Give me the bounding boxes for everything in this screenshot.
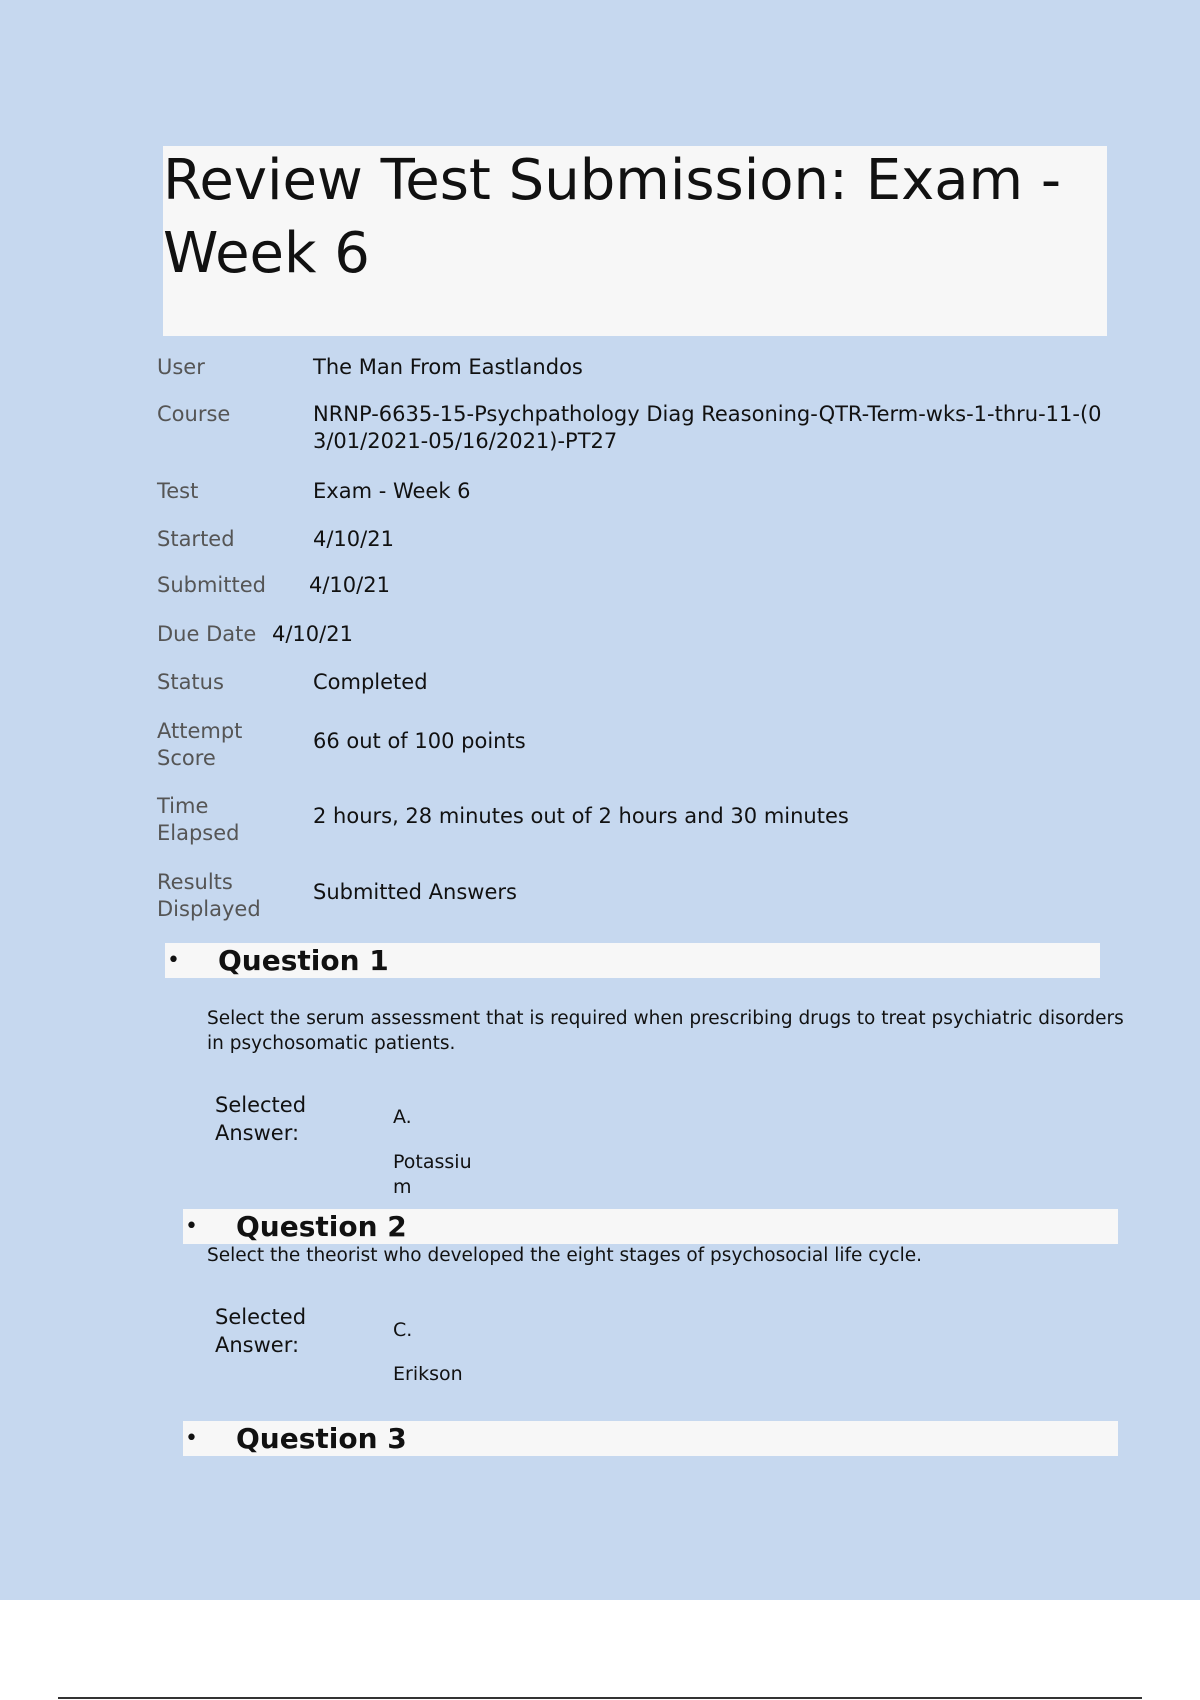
question-2-title: Question 2 [236,1210,407,1243]
question-1-title: Question 1 [218,944,389,977]
page-title: Review Test Submission: Exam - Week 6 [163,148,1062,286]
selected-answer-label: Selected Answer: [215,1305,307,1357]
selected-answer-value: Potassium [393,1151,472,1198]
status-label: Status [157,670,224,694]
user-value: The Man From Eastlandos [313,355,583,379]
test-label: Test [157,479,199,503]
started-value: 4/10/21 [313,527,394,551]
submitted-label: Submitted [157,573,266,597]
attempt-score-label: Attempt Score [157,719,243,770]
user-label: User [157,355,205,379]
question-3-title: Question 3 [236,1422,407,1455]
bullet: • [185,1426,198,1451]
course-label: Course [157,402,231,426]
status-value: Completed [313,670,428,694]
selected-answer-label: Selected Answer: [215,1093,307,1145]
due-date-label: Due Date [157,622,257,646]
footer-divider [58,1697,1142,1699]
answer-letter: A. [393,1106,412,1128]
started-label: Started [157,527,235,551]
results-displayed-value: Submitted Answers [313,880,517,904]
answer-letter: C. [393,1319,413,1341]
results-displayed-label: Results Displayed [157,870,261,921]
bullet: • [167,948,180,973]
test-value: Exam - Week 6 [313,479,471,503]
selected-answer-value: Erikson [393,1363,463,1385]
bullet: • [185,1214,198,1239]
attempt-score-value: 66 out of 100 points [313,729,526,753]
question-1-text: Select the serum assessment that is required when prescribing drugs to treat psychiatric disorders in psychosomatic patients. [207,1008,1124,1054]
course-value: NRNP-6635-15-Psychpathology Diag Reasoning-QTR-Term-wks-1-thru-11-(03/01/2021-05/16/2021)-PT27 [313,402,1102,453]
due-date-value: 4/10/21 [272,622,353,646]
time-elapsed-label: Time Elapsed [157,794,240,845]
submitted-value: 4/10/21 [309,573,390,597]
time-elapsed-value: 2 hours, 28 minutes out of 2 hours and 30 minutes [313,804,849,828]
question-2-text: Select the theorist who developed the eight stages of psychosocial life cycle. [207,1245,922,1266]
